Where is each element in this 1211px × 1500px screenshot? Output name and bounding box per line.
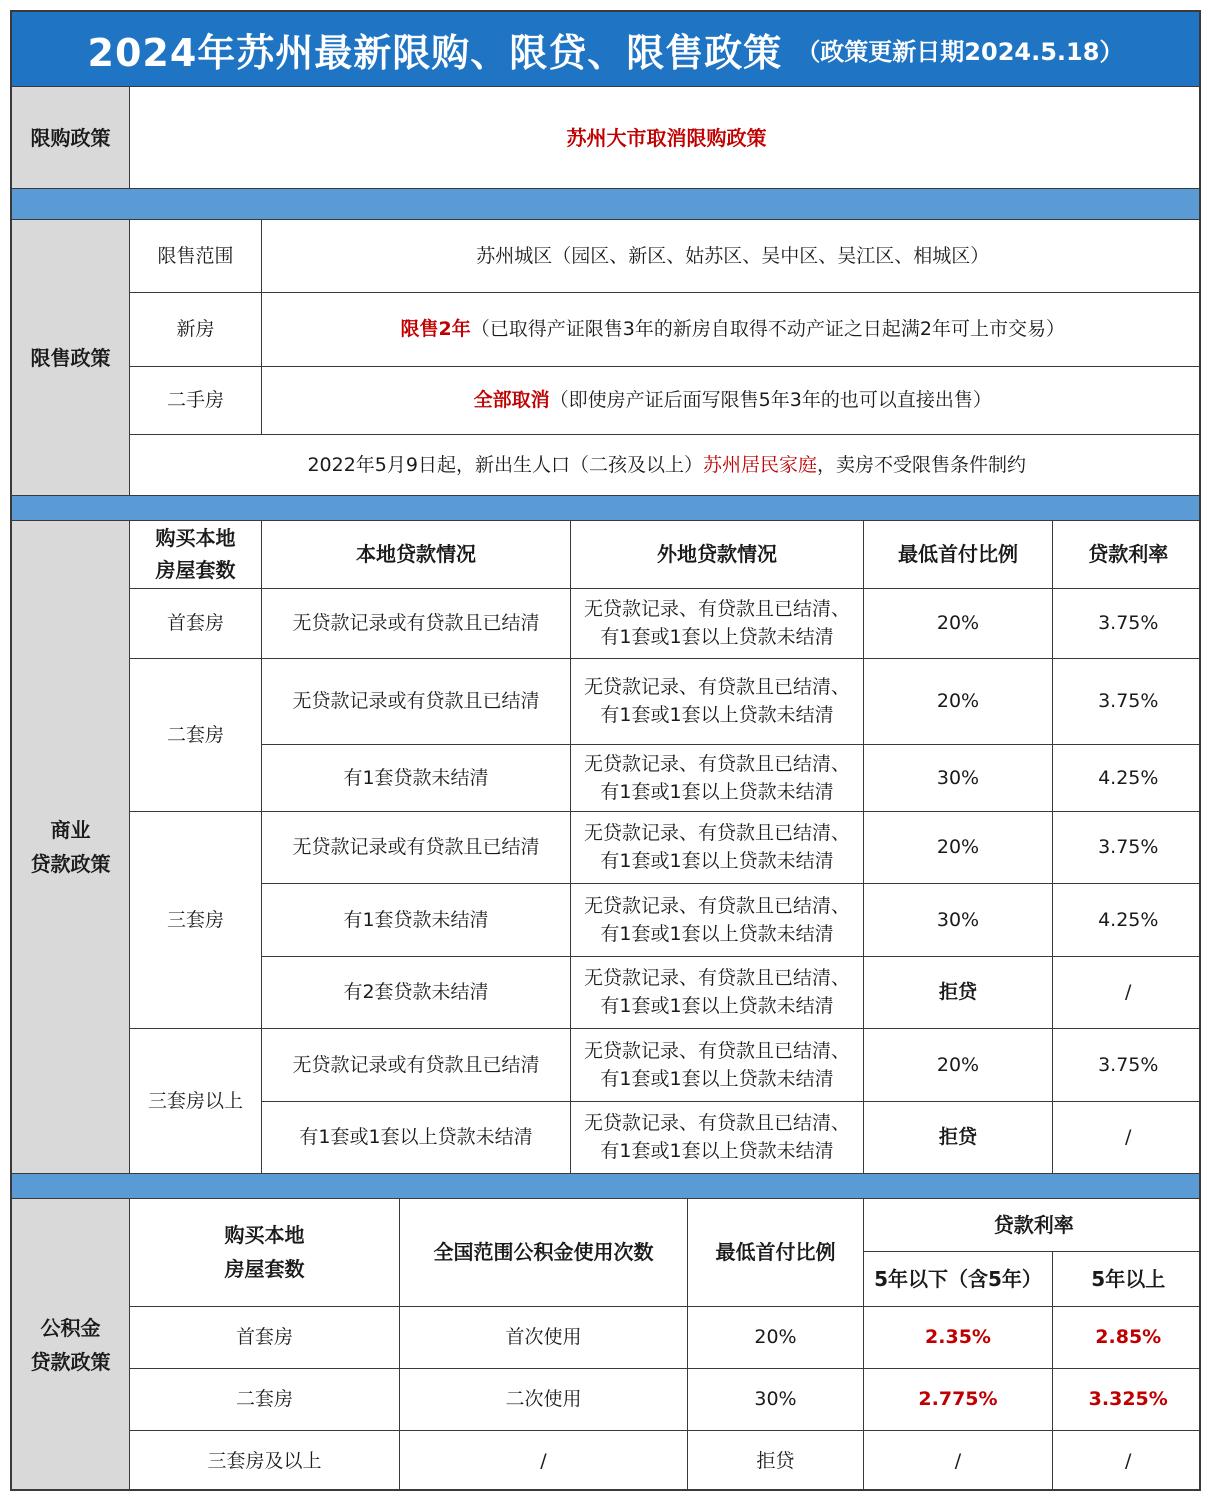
local-cell: 有1套或1套以上贷款未结清 [262,1101,571,1173]
commercial-label [12,521,130,1173]
table-row [130,1306,1202,1368]
fund-col-header-down: 最低首付比例 [688,1199,864,1306]
fund-rate-short-cell: / [864,1430,1053,1491]
fund-col-header-rate-long: 5年以上 [1053,1251,1202,1306]
sale-new-highlight: 限售2年 [400,318,471,340]
down-cell: 20% [864,658,1053,744]
page-title: 2024年苏州最新限购、限贷、限售政策 [87,30,783,75]
down-cell: 20% [864,811,1053,883]
down-cell: 30% [864,744,1053,811]
fund-usage-cell: / [400,1430,688,1491]
divider-strip [12,188,1199,220]
fund-col-header-count [130,1199,400,1306]
rate-cell: 3.75% [1053,658,1202,744]
nonlocal-line1: 无贷款记录、有贷款且已结清、 [583,1112,850,1135]
rate-cell: 3.75% [1053,1028,1202,1101]
commercial-table [129,521,1201,1173]
fund-rate-long-cell: / [1053,1430,1202,1491]
commercial-section [12,521,1199,1173]
nonlocal-cell [571,658,864,744]
commercial-label-line1: 商业 [50,818,91,842]
sale-new-text: （已取得产证限售3年的新房自取得不动产证之日起满2年可上市交易） [470,318,1065,340]
fund-col-header-rate-short: 5年以下（含5年） [864,1251,1053,1306]
fund-down-cell: 30% [688,1368,864,1430]
nonlocal-line1: 无贷款记录、有贷款且已结清、 [583,894,850,917]
sale-note-post: ，卖房不受限售条件制约 [817,453,1027,476]
sale-new-label: 新房 [130,292,262,366]
purchase-label: 限购政策 [12,87,130,188]
fund-col-header-usage: 全国范围公积金使用次数 [400,1199,688,1306]
table-row [130,956,1202,1028]
fund-count-cell: 首套房 [130,1306,400,1368]
local-cell: 有1套贷款未结清 [262,744,571,811]
divider-strip [12,495,1199,521]
purchase-content: 苏州大市取消限购政策 [130,87,1202,188]
nonlocal-line2: 有1套或1套以上贷款未结清 [600,922,834,945]
fund-table [129,1199,1201,1491]
fund-count-cell: 三套房及以上 [130,1430,400,1491]
fund-label-line1: 公积金 [40,1316,101,1340]
table-row [130,883,1202,956]
fund-usage-cell: 首次使用 [400,1306,688,1368]
fund-down-cell: 拒贷 [688,1430,864,1491]
fund-col-header-count-line2: 房屋套数 [224,1257,305,1282]
fund-col-header-rate: 贷款利率 [864,1199,1202,1251]
table-row [130,1430,1202,1491]
purchase-table [129,87,1201,188]
group-label: 首套房 [130,588,262,658]
rate-cell: 4.25% [1053,744,1202,811]
down-cell: 20% [864,588,1053,658]
col-header-count [130,521,262,588]
nonlocal-line2: 有1套或1套以上贷款未结清 [600,850,834,872]
nonlocal-cell [571,588,864,658]
nonlocal-line1: 无贷款记录、有贷款且已结清、 [583,967,850,989]
table-row [130,811,1202,883]
nonlocal-line1: 无贷款记录、有贷款且已结清、 [583,598,850,620]
rate-cell: 4.25% [1053,883,1202,956]
fund-rate-long-cell: 2.85% [1053,1306,1202,1368]
update-date: （政策更新日期2024.5.18） [796,37,1124,66]
sale-note-pre: 2022年5月9日起，新出生人口（二孩及以上） [307,453,703,476]
table-row [130,1028,1202,1101]
fund-rate-short-cell: 2.775% [864,1368,1053,1430]
nonlocal-line2: 有1套或1套以上贷款未结清 [600,995,834,1017]
group-label: 二套房 [130,658,262,811]
col-header-nonlocal: 外地贷款情况 [571,521,864,588]
fund-col-header-count-line1: 购买本地 [224,1223,305,1248]
nonlocal-line1: 无贷款记录、有贷款且已结清、 [583,676,850,698]
nonlocal-line2: 有1套或1套以上贷款未结清 [600,780,834,803]
sale-note-highlight: 苏州居民家庭 [703,453,818,476]
sale-scope-value: 苏州城区（园区、新区、姑苏区、吴中区、吴江区、相城区） [262,220,1202,292]
fund-label-line2: 贷款政策 [30,1350,111,1374]
local-cell: 有2套贷款未结清 [262,956,571,1028]
col-header-count-line2: 房屋套数 [155,558,236,583]
nonlocal-line2: 有1套或1套以上贷款未结清 [600,1140,834,1163]
table-row [130,1368,1202,1430]
down-cell: 20% [864,1028,1053,1101]
col-header-local: 本地贷款情况 [262,521,571,588]
sale-note [130,434,1202,495]
sale-second-highlight: 全部取消 [473,389,550,411]
rate-cell: 3.75% [1053,811,1202,883]
group-label: 三套房以上 [130,1028,262,1173]
col-header-count-line1: 购买本地 [155,526,236,551]
sale-second-text: （即使房产证后面写限售5年3年的也可以直接出售） [549,389,992,411]
nonlocal-cell [571,883,864,956]
fund-rate-long-cell: 3.325% [1053,1368,1202,1430]
col-header-rate: 贷款利率 [1053,521,1202,588]
nonlocal-cell [571,956,864,1028]
sale-new-value [262,292,1202,366]
divider-strip [12,1173,1199,1199]
sale-second-value [262,366,1202,434]
nonlocal-line1: 无贷款记录、有贷款且已结清、 [583,1039,850,1062]
local-cell: 无贷款记录或有贷款且已结清 [262,658,571,744]
fund-usage-cell: 二次使用 [400,1368,688,1430]
table-row [130,744,1202,811]
nonlocal-cell [571,1101,864,1173]
nonlocal-line1: 无贷款记录、有贷款且已结清、 [583,822,850,844]
nonlocal-line2: 有1套或1套以上贷款未结清 [600,704,834,726]
local-cell: 无贷款记录或有贷款且已结清 [262,811,571,883]
fund-section [12,1199,1199,1491]
table-row [130,588,1202,658]
sale-scope-label: 限售范围 [130,220,262,292]
nonlocal-line2: 有1套或1套以上贷款未结清 [600,1067,834,1090]
down-cell: 拒贷 [864,1101,1053,1173]
sale-second-label: 二手房 [130,366,262,434]
nonlocal-cell [571,744,864,811]
local-cell: 有1套贷款未结清 [262,883,571,956]
fund-label [12,1199,130,1491]
fund-rate-short-cell: 2.35% [864,1306,1053,1368]
purchase-section [12,86,1199,188]
table-row [130,1101,1202,1173]
sale-table [129,220,1201,495]
local-cell: 无贷款记录或有贷款且已结清 [262,588,571,658]
rate-cell: 3.75% [1053,588,1202,658]
fund-down-cell: 20% [688,1306,864,1368]
nonlocal-line1: 无贷款记录、有贷款且已结清、 [583,752,850,775]
rate-cell: / [1053,1101,1202,1173]
commercial-label-line2: 贷款政策 [30,852,111,876]
rate-cell: / [1053,956,1202,1028]
table-row [130,658,1202,744]
nonlocal-cell [571,1028,864,1101]
col-header-down: 最低首付比例 [864,521,1053,588]
sale-section [12,220,1199,495]
sale-label: 限售政策 [12,220,130,495]
down-cell: 拒贷 [864,956,1053,1028]
policy-table-frame [10,10,1201,1491]
page-header [12,12,1199,86]
fund-count-cell: 二套房 [130,1368,400,1430]
down-cell: 30% [864,883,1053,956]
nonlocal-cell [571,811,864,883]
local-cell: 无贷款记录或有贷款且已结清 [262,1028,571,1101]
nonlocal-line2: 有1套或1套以上贷款未结清 [600,626,834,648]
group-label: 三套房 [130,811,262,1028]
